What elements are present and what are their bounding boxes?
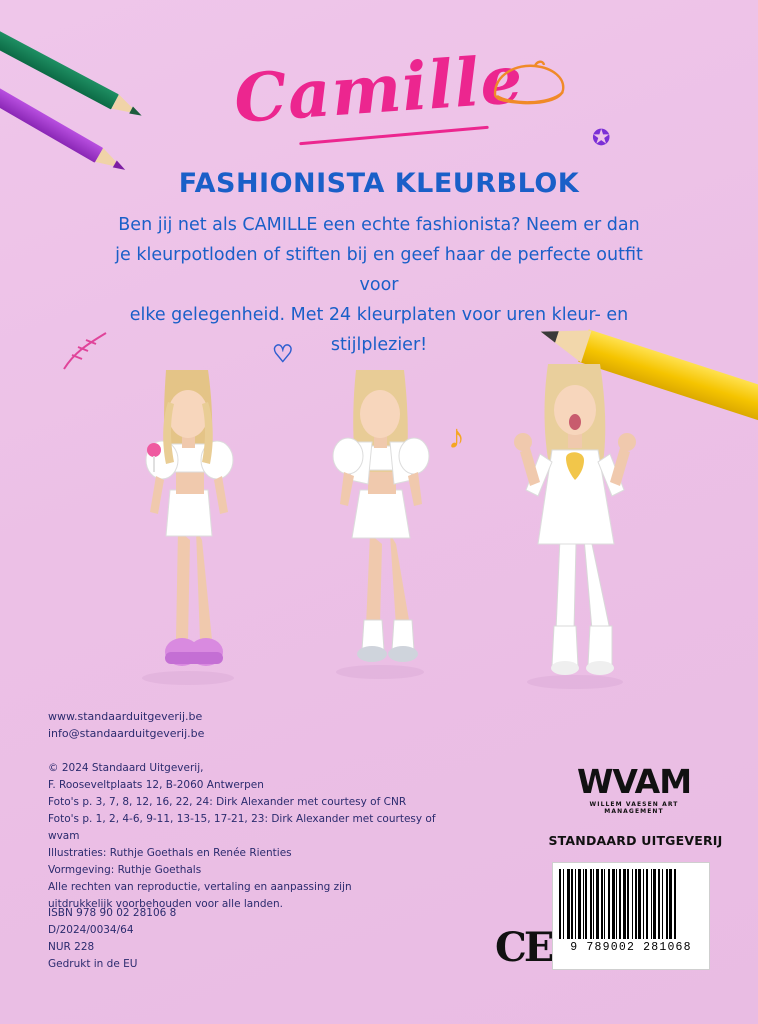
blurb-line: je kleurpotloden of stiften bij en geef haar de perfecte outfit voor [115,245,643,296]
wvam-logo [560,762,708,815]
barcode-number: 9 789002 281068 [570,941,692,954]
ce-mark-icon: CE [495,924,552,971]
beret-icon [487,58,573,110]
music-note-icon: ♪ [448,418,465,456]
colophon-line: Illustraties: Ruthje Goethals en Renée Rienties [48,847,292,859]
colophon-line: © 2024 Standaard Uitgeverij, [48,762,204,774]
publisher-name: STANDAARD UITGEVERIJ [548,833,723,848]
contact-block [48,708,204,742]
page-title: FASHIONISTA KLEURBLOK [178,168,580,199]
printed-line: Gedrukt in de EU [48,958,138,970]
brand-logo-text: Camille [231,40,527,138]
colophon-block [48,760,468,913]
blurb-line: Ben jij net als CAMILLE een echte fashionista? Neem er dan [118,215,640,235]
colophon-line: Foto's p. 3, 7, 8, 12, 16, 22, 24: Dirk Alexander met courtesy of CNR [48,796,407,808]
website-link[interactable]: www.standaarduitgeverij.be [48,710,203,723]
colophon-line: uitdrukkelijk voorbehouden voor alle landen. [48,898,284,910]
email-link[interactable]: info@standaarduitgeverij.be [48,727,205,741]
isbn-line: ISBN 978 90 02 28106 8 [48,907,177,919]
star-icon: ✪ [592,125,611,150]
model-photo-2 [310,338,450,680]
brand-logo [0,40,758,138]
colophon-line: Foto's p. 1, 2, 4-6, 9-11, 13-15, 17-21, 23: Dirk Alexander met courtesy of wvam [48,813,436,842]
barcode-bars [559,869,703,939]
barcode [552,862,710,970]
wvam-wordmark: WVAM [576,762,692,801]
depot-line: D/2024/0034/64 [48,924,134,936]
swirl-icon [60,325,120,375]
nur-line: NUR 228 [48,941,95,953]
colophon-line: Vormgeving: Ruthje Goethals [48,864,202,876]
heart-icon: ♡ [272,341,294,368]
identifier-block [48,905,176,973]
colophon-line: F. Rooseveltplaats 12, B-2060 Antwerpen [48,779,264,791]
model-photo-1 [118,340,258,685]
model-photo-3 [500,330,650,690]
wvam-tagline: WILLEM VAESEN ART MANAGEMENT [589,801,679,815]
colophon-line: Alle rechten van reproductie, vertaling en aanpassing zijn [48,881,352,893]
blurb-line: elke gelegenheid. Met 24 kleurplaten voor uren kleur- en stijlplezier! [129,305,629,356]
